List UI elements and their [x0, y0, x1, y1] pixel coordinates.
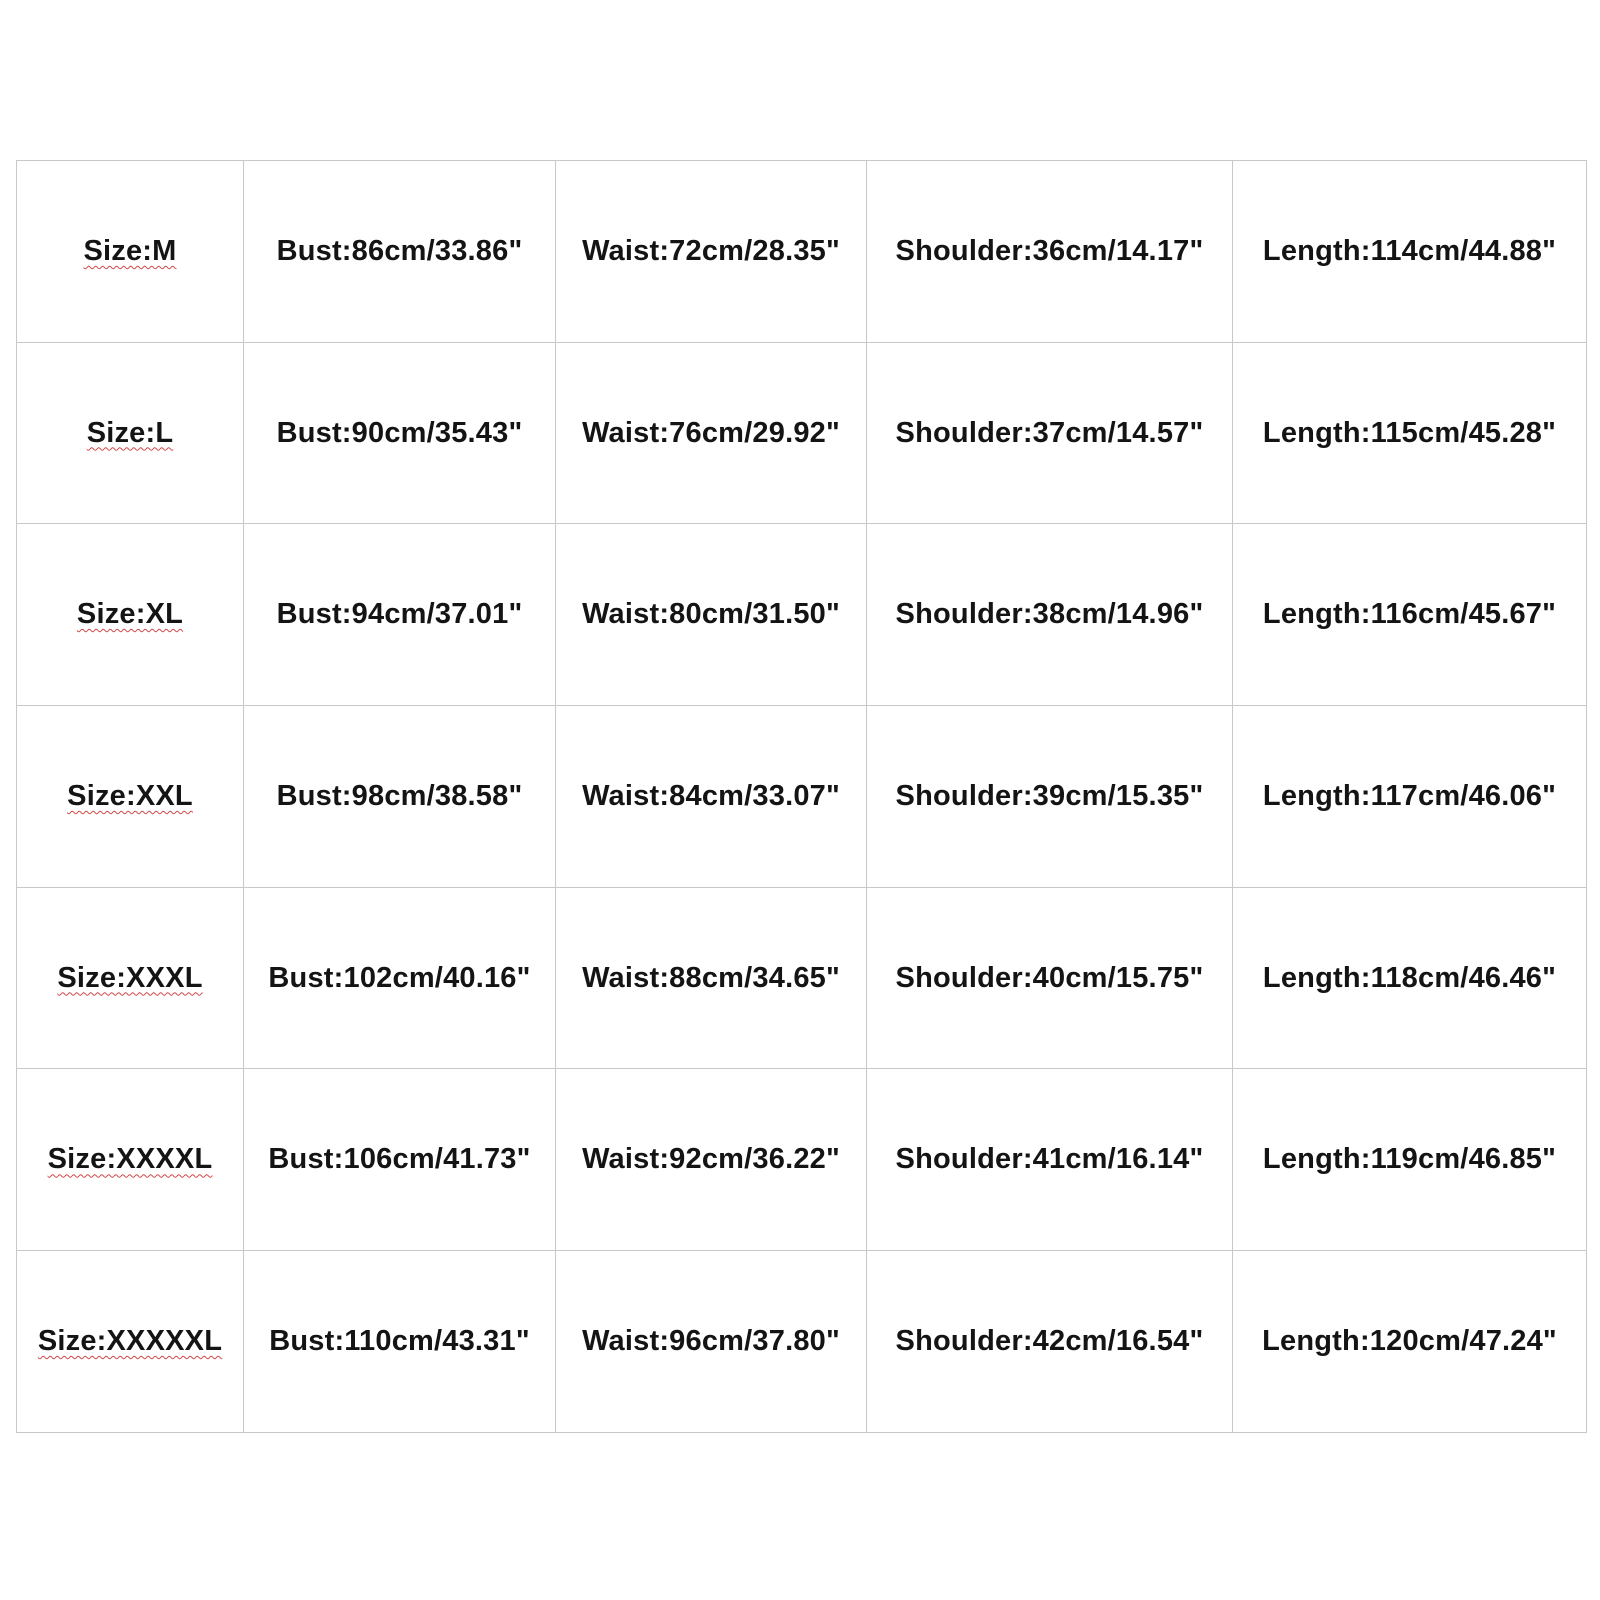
shoulder-cell: Shoulder:41cm/16.14" — [867, 1069, 1233, 1251]
size-cell — [17, 887, 244, 1069]
length-cell: Length:114cm/44.88" — [1233, 161, 1587, 343]
size-label: Size:XXL — [67, 779, 193, 812]
waist-cell: Waist:80cm/31.50" — [556, 524, 867, 706]
size-label: Size:XXXXL — [47, 1143, 213, 1176]
shoulder-cell: Shoulder:39cm/15.35" — [867, 706, 1233, 888]
size-cell — [17, 161, 244, 343]
size-label: Size:XXXL — [57, 961, 203, 994]
table-row — [17, 706, 1587, 888]
length-cell: Length:119cm/46.85" — [1233, 1069, 1587, 1251]
size-label: Size:M — [83, 234, 177, 267]
waist-cell: Waist:96cm/37.80" — [556, 1251, 867, 1433]
size-cell — [17, 1069, 244, 1251]
size-cell — [17, 706, 244, 888]
waist-cell: Waist:92cm/36.22" — [556, 1069, 867, 1251]
table-row — [17, 342, 1587, 524]
bust-cell: Bust:94cm/37.01" — [244, 524, 556, 706]
table-row — [17, 524, 1587, 706]
length-cell: Length:120cm/47.24" — [1233, 1251, 1587, 1433]
table-row — [17, 887, 1587, 1069]
length-cell: Length:116cm/45.67" — [1233, 524, 1587, 706]
bust-cell: Bust:106cm/41.73" — [244, 1069, 556, 1251]
waist-cell: Waist:72cm/28.35" — [556, 161, 867, 343]
bust-cell: Bust:98cm/38.58" — [244, 706, 556, 888]
shoulder-cell: Shoulder:42cm/16.54" — [867, 1251, 1233, 1433]
length-cell: Length:118cm/46.46" — [1233, 887, 1587, 1069]
table-row — [17, 1251, 1587, 1433]
size-label: Size:XXXXXL — [37, 1324, 223, 1357]
waist-cell: Waist:76cm/29.92" — [556, 342, 867, 524]
size-cell — [17, 342, 244, 524]
size-label: Size:XL — [76, 598, 184, 631]
waist-cell: Waist:84cm/33.07" — [556, 706, 867, 888]
table-row — [17, 1069, 1587, 1251]
bust-cell: Bust:102cm/40.16" — [244, 887, 556, 1069]
size-cell — [17, 524, 244, 706]
shoulder-cell: Shoulder:36cm/14.17" — [867, 161, 1233, 343]
bust-cell: Bust:110cm/43.31" — [244, 1251, 556, 1433]
size-label: Size:L — [86, 416, 174, 449]
size-cell — [17, 1251, 244, 1433]
size-chart-table — [16, 160, 1587, 1433]
shoulder-cell: Shoulder:40cm/15.75" — [867, 887, 1233, 1069]
waist-cell: Waist:88cm/34.65" — [556, 887, 867, 1069]
length-cell: Length:115cm/45.28" — [1233, 342, 1587, 524]
bust-cell: Bust:90cm/35.43" — [244, 342, 556, 524]
bust-cell: Bust:86cm/33.86" — [244, 161, 556, 343]
length-cell: Length:117cm/46.06" — [1233, 706, 1587, 888]
shoulder-cell: Shoulder:38cm/14.96" — [867, 524, 1233, 706]
shoulder-cell: Shoulder:37cm/14.57" — [867, 342, 1233, 524]
table-row — [17, 161, 1587, 343]
